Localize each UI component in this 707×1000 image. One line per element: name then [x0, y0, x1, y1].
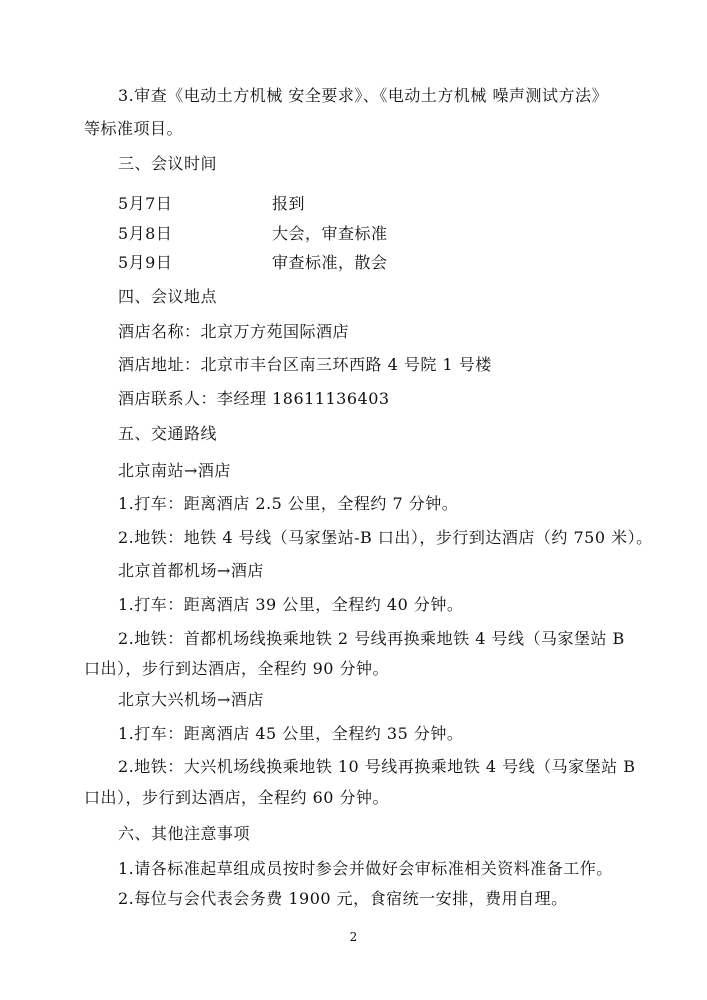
page-number: 2	[349, 930, 358, 944]
item3-line2: 等标准项目。	[84, 119, 184, 138]
route-title: 北京大兴机场→酒店	[118, 690, 264, 709]
notice-item: 1.请各标准起草组成员按时参会并做好会审标准相关资料准备工作。	[118, 859, 613, 878]
route-subway-line1: 2.地铁：首都机场线换乘地铁 2 号线再换乘地铁 4 号线（马家堡站 B	[118, 629, 625, 648]
schedule-activity: 大会，审查标准	[272, 224, 388, 243]
schedule-date: 5月8日	[118, 224, 173, 243]
schedule-date: 5月7日	[118, 194, 173, 213]
notice-item: 2.每位与会代表会务费 1900 元，食宿统一安排，费用自理。	[118, 889, 568, 908]
hotel-contact: 酒店联系人：李经理 18611136403	[118, 389, 390, 408]
section4-heading: 四、会议地点	[118, 287, 218, 306]
section6-heading: 六、其他注意事项	[118, 824, 251, 843]
route-subway-line2: 口出），步行到达酒店，全程约 90 分钟。	[84, 659, 390, 678]
route-taxi: 1.打车：距离酒店 45 公里，全程约 35 分钟。	[118, 724, 464, 743]
section3-heading: 三、会议时间	[118, 154, 218, 173]
schedule-activity: 审查标准，散会	[272, 253, 388, 272]
item3-line1: 3.审查《电动土方机械 安全要求》、《电动土方机械 噪声测试方法》	[118, 86, 608, 105]
hotel-name: 酒店名称：北京万方苑国际酒店	[118, 322, 350, 341]
route-subway-line1: 2.地铁：大兴机场线换乘地铁 10 号线再换乘地铁 4 号线（马家堡站 B	[118, 757, 636, 776]
hotel-address: 酒店地址：北京市丰台区南三环西路 4 号院 1 号楼	[118, 355, 492, 374]
route-taxi: 1.打车：距离酒店 39 公里，全程约 40 分钟。	[118, 595, 464, 614]
schedule-activity: 报到	[272, 194, 306, 213]
section5-heading: 五、交通路线	[118, 424, 218, 443]
route-subway: 2.地铁：地铁 4 号线（马家堡站-B 口出），步行到达酒店（约 750 米）。	[118, 528, 653, 547]
route-title: 北京首都机场→酒店	[118, 561, 264, 580]
schedule-date: 5月9日	[118, 253, 173, 272]
route-title: 北京南站→酒店	[118, 461, 231, 480]
route-subway-line2: 口出），步行到达酒店，全程约 60 分钟。	[84, 788, 390, 807]
route-taxi: 1.打车：距离酒店 2.5 公里，全程约 7 分钟。	[118, 494, 459, 513]
